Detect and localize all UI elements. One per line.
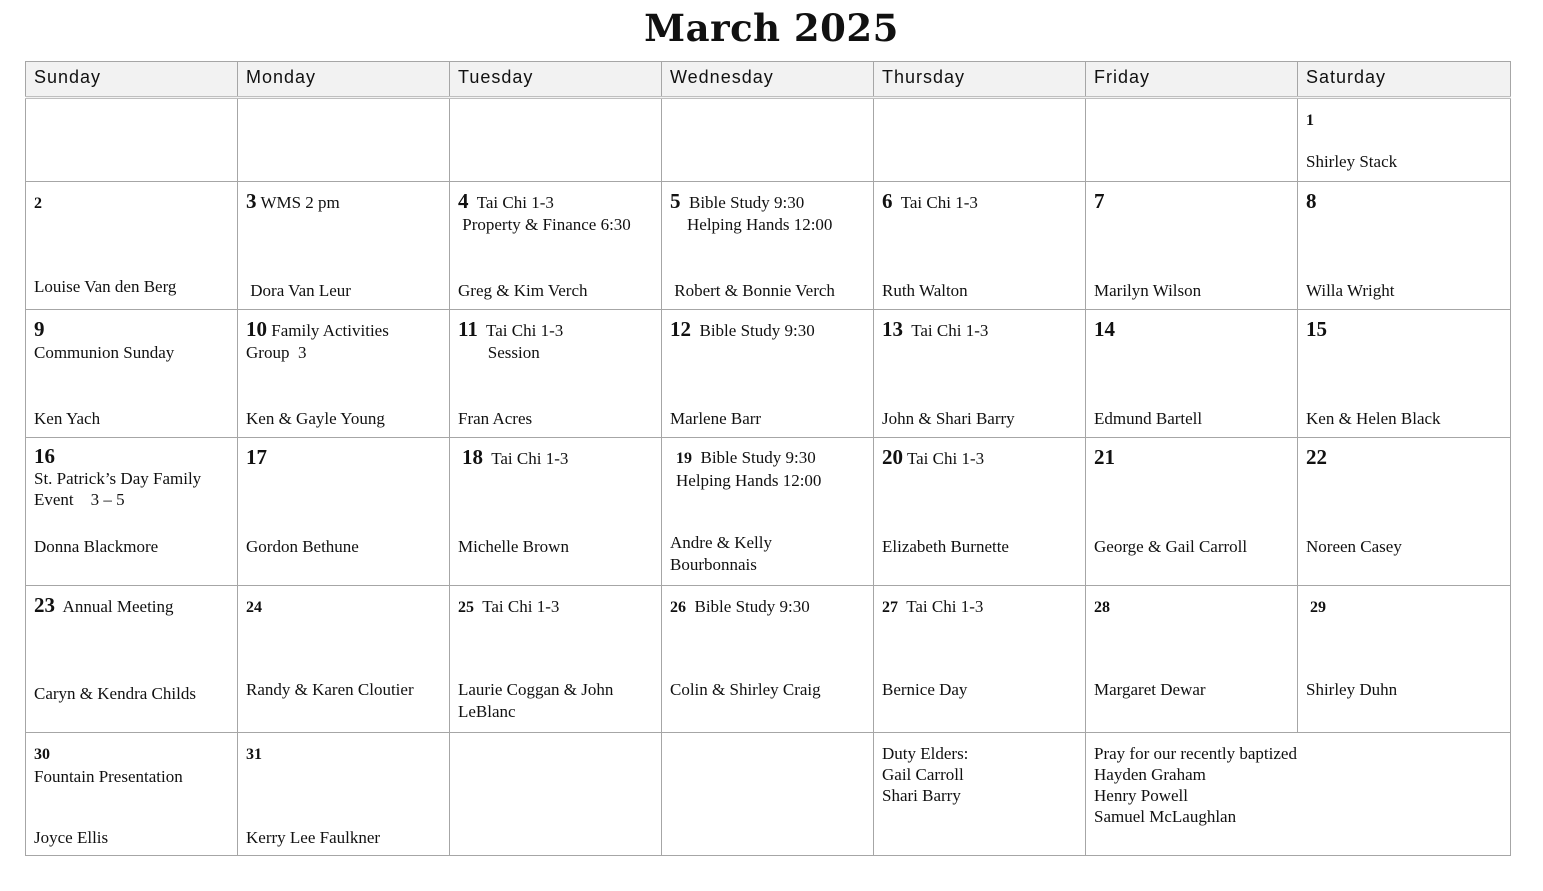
prayer-note-cell — [1086, 733, 1511, 856]
day-cell-18 — [450, 438, 662, 586]
event-text: Family Activities Group 3 — [246, 321, 389, 362]
event-text: Fountain Presentation — [34, 767, 183, 786]
day-number: 3 — [246, 189, 257, 213]
day-cell-24 — [238, 586, 450, 733]
event-text: Communion Sunday — [34, 343, 175, 362]
day-number: 9 — [34, 317, 45, 341]
member-name: Donna Blackmore — [34, 537, 159, 556]
member-name: Bernice Day — [882, 680, 968, 699]
member-name: Greg & Kim Verch — [458, 281, 588, 300]
member-name: Louise Van den Berg — [34, 277, 177, 296]
empty-day-cell — [238, 98, 450, 182]
day-cell-28 — [1086, 586, 1298, 733]
day-number: 5 — [670, 189, 681, 213]
day-number: 31 — [246, 746, 262, 763]
day-number: 19 — [676, 450, 692, 467]
day-cell-15 — [1298, 310, 1511, 438]
member-name: Noreen Casey — [1306, 537, 1402, 556]
member-name: Kerry Lee Faulkner — [246, 828, 381, 847]
day-number: 10 — [246, 317, 267, 341]
member-name: Shirley Duhn — [1306, 680, 1398, 699]
weekday-sunday: Sunday — [26, 62, 238, 98]
week-row — [26, 733, 1511, 856]
member-name: Willa Wright — [1306, 281, 1395, 300]
member-name: George & Gail Carroll — [1094, 537, 1248, 556]
member-name: Laurie Coggan & John LeBlanc — [458, 680, 614, 721]
day-cell-25 — [450, 586, 662, 733]
member-name: Margaret Dewar — [1094, 680, 1206, 699]
page-title: March 2025 — [644, 6, 899, 50]
week-row — [26, 98, 1511, 182]
day-number: 25 — [458, 599, 474, 616]
member-name: Marilyn Wilson — [1094, 281, 1202, 300]
event-text: Tai Chi 1-3 — [483, 449, 569, 468]
event-text: St. Patrick’s Day Family Event 3 – 5 — [34, 469, 202, 509]
member-name: Randy & Karen Cloutier — [246, 680, 414, 699]
empty-day-cell — [450, 733, 662, 856]
event-text: Tai Chi 1-3 — [903, 321, 989, 340]
day-number: 21 — [1094, 445, 1115, 469]
week-row — [26, 182, 1511, 310]
member-name: Ken & Helen Black — [1306, 409, 1441, 428]
day-cell-5 — [662, 182, 874, 310]
day-cell-11 — [450, 310, 662, 438]
weekday-tuesday: Tuesday — [450, 62, 662, 98]
day-cell-31 — [238, 733, 450, 856]
day-cell-8 — [1298, 182, 1511, 310]
day-cell-17 — [238, 438, 450, 586]
empty-day-cell — [1086, 98, 1298, 182]
member-name: Ruth Walton — [882, 281, 968, 300]
day-number: 13 — [882, 317, 903, 341]
day-number: 4 — [458, 189, 469, 213]
day-cell-26 — [662, 586, 874, 733]
weekday-saturday: Saturday — [1298, 62, 1511, 98]
event-text: Tai Chi 1-3 — [903, 449, 985, 468]
day-cell-12 — [662, 310, 874, 438]
day-cell-19 — [662, 438, 874, 586]
day-number: 18 — [462, 445, 483, 469]
member-name: Michelle Brown — [458, 537, 569, 556]
day-cell-20 — [874, 438, 1086, 586]
day-cell-27 — [874, 586, 1086, 733]
event-text: Tai Chi 1-3 — [474, 597, 560, 616]
day-cell-23 — [26, 586, 238, 733]
event-text: Bible Study 9:30 — [686, 597, 810, 616]
day-number: 26 — [670, 599, 686, 616]
day-number: 28 — [1094, 599, 1110, 616]
day-number: 22 — [1306, 445, 1327, 469]
empty-day-cell — [26, 98, 238, 182]
week-row — [26, 438, 1511, 586]
day-number: 12 — [670, 317, 691, 341]
day-number: 16 — [34, 444, 55, 468]
event-text: Tai Chi 1-3 — [898, 597, 984, 616]
day-cell-3 — [238, 182, 450, 310]
day-cell-1 — [1298, 98, 1511, 182]
event-text: Tai Chi 1-3 Session — [486, 321, 564, 362]
member-name: John & Shari Barry — [882, 409, 1015, 428]
weekday-monday: Monday — [238, 62, 450, 98]
day-number: 14 — [1094, 317, 1115, 341]
member-name: Colin & Shirley Craig — [670, 680, 821, 699]
event-text: Bible Study 9:30 Helping Hands 12:00 — [687, 193, 833, 234]
member-name: Andre & Kelly Bourbonnais — [670, 533, 772, 574]
member-name: Ken Yach — [34, 409, 101, 428]
event-text: Bible Study 9:30 — [691, 321, 815, 340]
day-number: 8 — [1306, 189, 1317, 213]
empty-day-cell — [662, 733, 874, 856]
day-number: 27 — [882, 599, 898, 616]
member-name: Fran Acres — [458, 409, 533, 428]
empty-day-cell — [874, 98, 1086, 182]
day-number: 15 — [1306, 317, 1327, 341]
day-number: 20 — [882, 445, 903, 469]
member-name: Elizabeth Burnette — [882, 537, 1009, 556]
day-cell-21 — [1086, 438, 1298, 586]
weekday-friday: Friday — [1086, 62, 1298, 98]
member-name: Marlene Barr — [670, 409, 762, 428]
day-cell-10 — [238, 310, 450, 438]
event-text: Bible Study 9:30 Helping Hands 12:00 — [676, 448, 822, 490]
day-number: 1 — [1306, 112, 1314, 129]
empty-day-cell — [662, 98, 874, 182]
empty-day-cell — [450, 98, 662, 182]
event-text: WMS 2 pm — [256, 193, 340, 212]
day-number: 6 — [882, 189, 893, 213]
weekday-thursday: Thursday — [874, 62, 1086, 98]
member-name: Caryn & Kendra Childs — [34, 684, 196, 703]
day-number: 30 — [34, 746, 50, 763]
duty-elders-text: Duty Elders: Gail Carroll Shari Barry — [882, 744, 969, 805]
week-row — [26, 310, 1511, 438]
day-cell-4 — [450, 182, 662, 310]
day-number: 2 — [34, 195, 42, 212]
day-number: 17 — [246, 445, 267, 469]
day-number: 29 — [1310, 599, 1326, 616]
member-name: Edmund Bartell — [1094, 409, 1203, 428]
member-name: Joyce Ellis — [34, 828, 109, 847]
member-name: Dora Van Leur — [246, 281, 351, 300]
prayer-note-text: Pray for our recently baptized Hayden Graham Henry Powell Samuel McLaughlan — [1094, 744, 1297, 826]
duty-elders-cell — [874, 733, 1086, 856]
member-name: Shirley Stack — [1306, 152, 1398, 171]
day-cell-13 — [874, 310, 1086, 438]
day-number: 24 — [246, 599, 262, 616]
weekday-header-row — [26, 62, 1511, 98]
event-text: Tai Chi 1-3 — [892, 193, 978, 212]
day-cell-22 — [1298, 438, 1511, 586]
calendar-grid — [25, 61, 1511, 856]
day-cell-2 — [26, 182, 238, 310]
day-cell-7 — [1086, 182, 1298, 310]
day-cell-16 — [26, 438, 238, 586]
day-number: 7 — [1094, 189, 1105, 213]
event-text: Tai Chi 1-3 Property & Finance 6:30 — [462, 193, 631, 234]
day-cell-9 — [26, 310, 238, 438]
event-text: Annual Meeting — [55, 597, 174, 616]
day-cell-30 — [26, 733, 238, 856]
member-name: Robert & Bonnie Verch — [670, 281, 835, 300]
member-name: Ken & Gayle Young — [246, 409, 385, 428]
day-cell-29 — [1298, 586, 1511, 733]
day-cell-6 — [874, 182, 1086, 310]
week-row — [26, 586, 1511, 733]
day-number: 23 — [34, 593, 55, 617]
day-cell-14 — [1086, 310, 1298, 438]
member-name: Gordon Bethune — [246, 537, 359, 556]
weekday-wednesday: Wednesday — [662, 62, 874, 98]
day-number: 11 — [458, 317, 478, 341]
